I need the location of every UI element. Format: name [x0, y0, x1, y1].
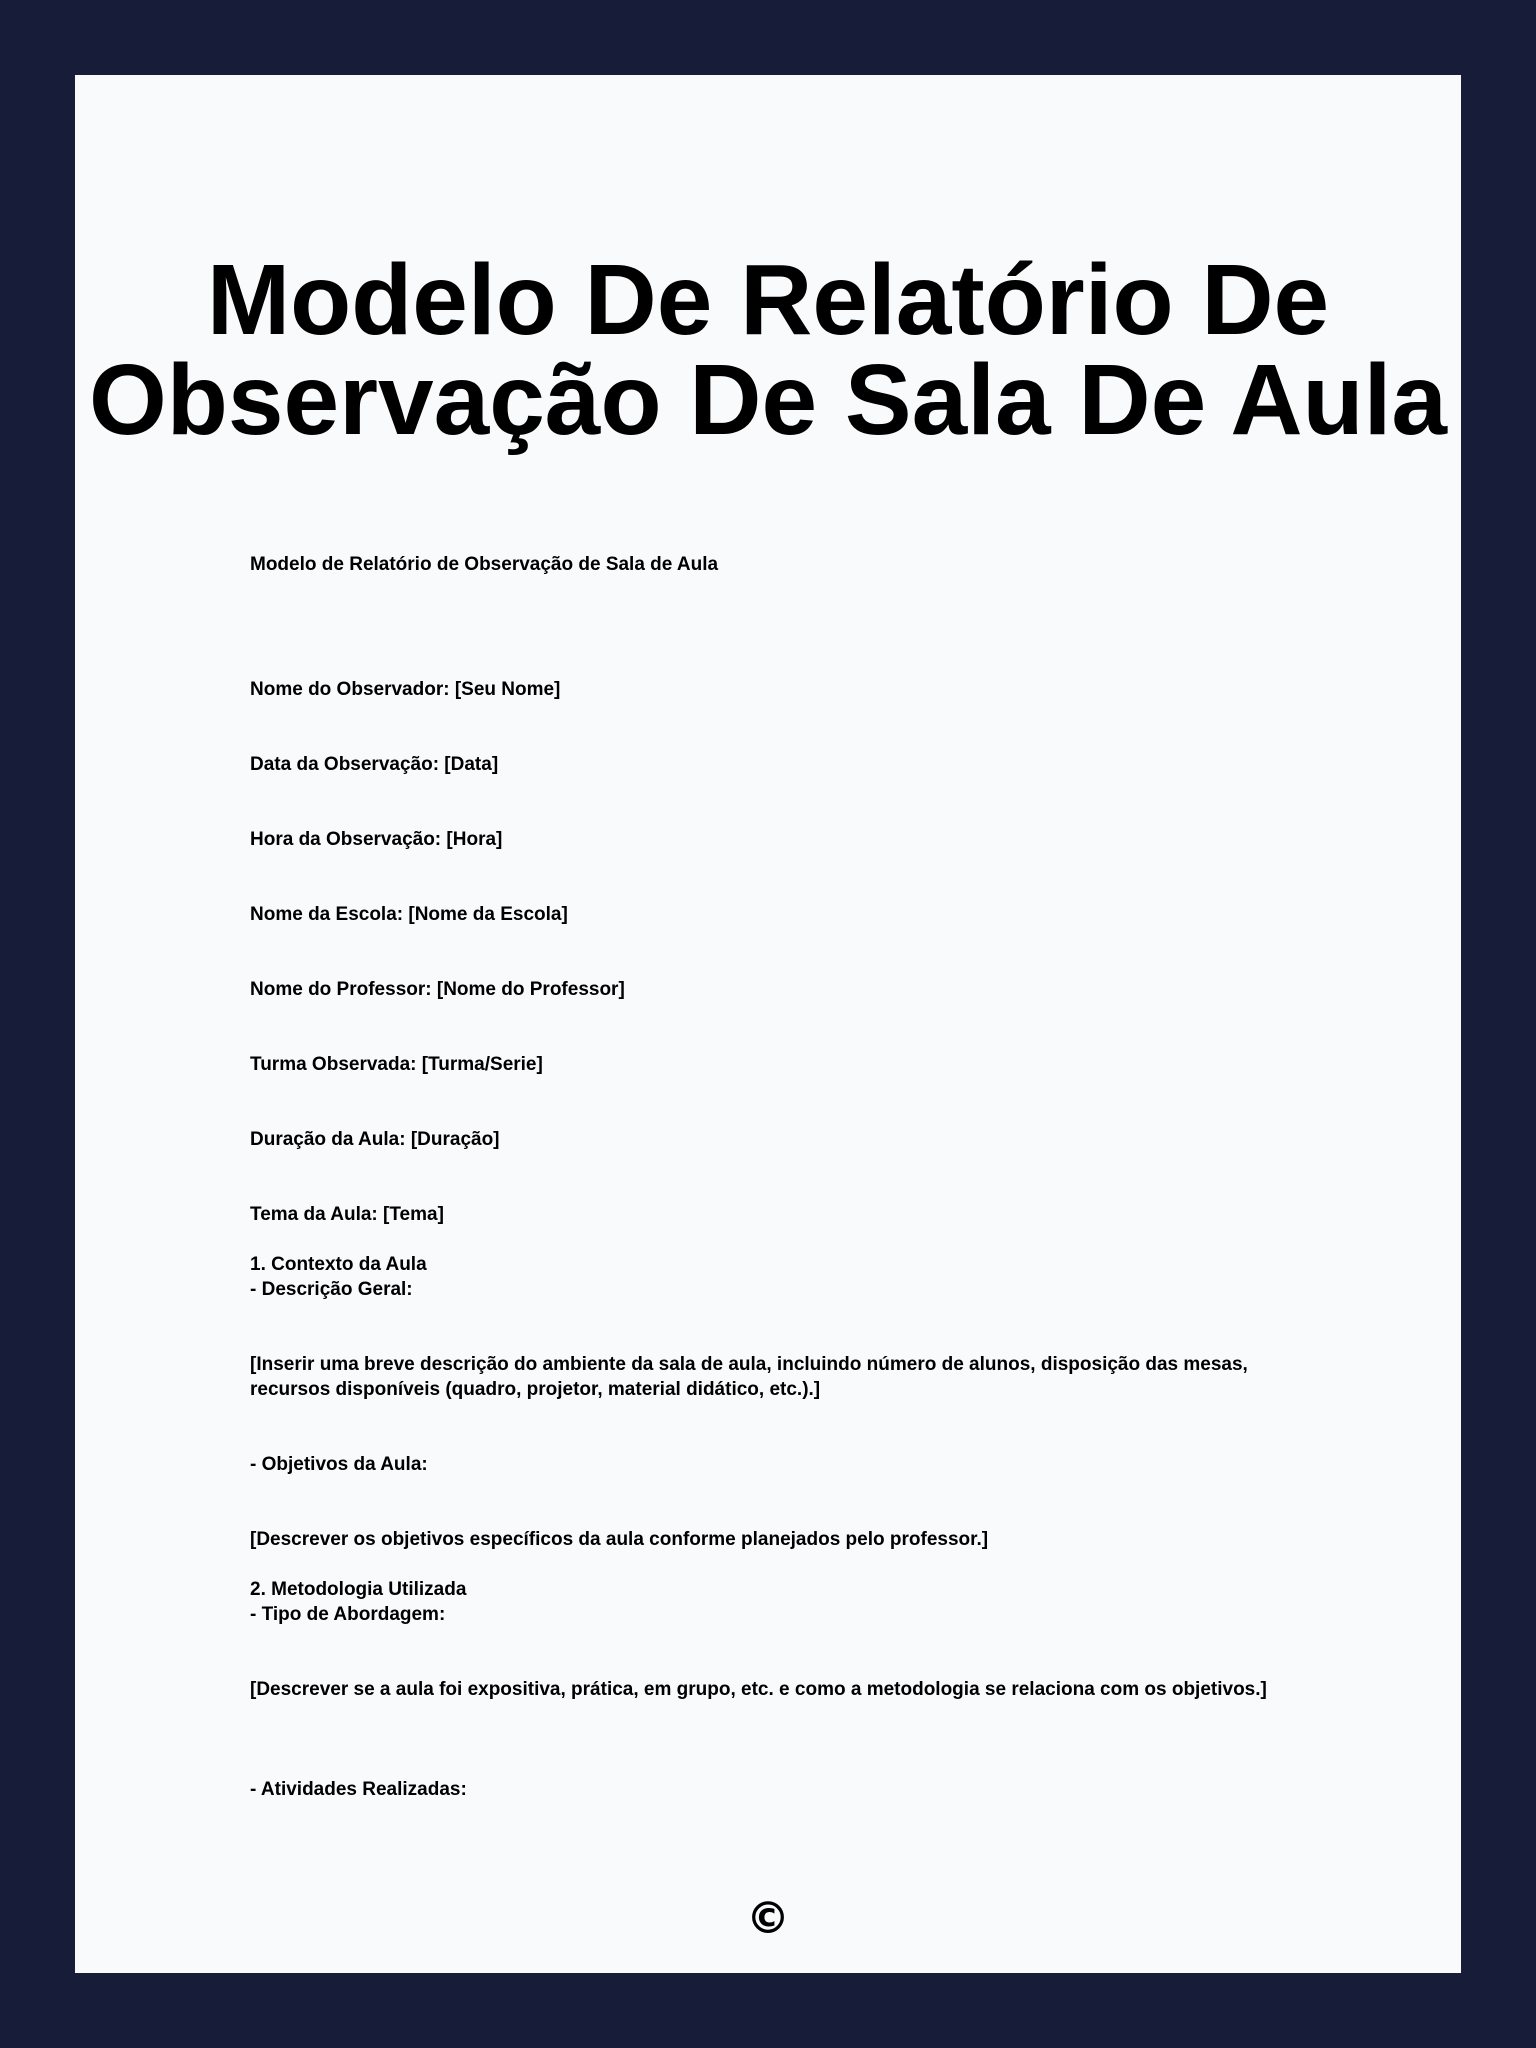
- section-2-approach-text: [Descrever se a aula foi expositiva, prática, em grupo, etc. e como a metodologia se relaciona com os objetivos.]: [250, 1679, 1267, 1700]
- document-page: [75, 75, 1461, 1973]
- section-1-objectives-text: [Descrever os objetivos específicos da aula conforme planejados pelo professor.]: [250, 1529, 989, 1550]
- section-1-objectives-label: - Objetivos da Aula:: [250, 1454, 428, 1475]
- document-title: [75, 244, 1461, 456]
- section-1-general-description-text: [Inserir uma breve descrição do ambiente da sala de aula, incluindo número de alunos, disposição das mesas, recursos disponíveis (quadro, projetor, material didático, etc.).]: [250, 1354, 1248, 1400]
- section-2-approach-label: - Tipo de Abordagem:: [250, 1604, 446, 1625]
- field-observer-name: Nome do Observador: [Seu Nome]: [250, 679, 561, 700]
- section-2-heading: 2. Metodologia Utilizada: [250, 1579, 467, 1600]
- field-class-duration: Duração da Aula: [Duração]: [250, 1129, 500, 1150]
- field-school-name: Nome da Escola: [Nome da Escola]: [250, 904, 568, 925]
- document-title-line-1: Modelo De Relatório De: [206, 244, 1330, 356]
- section-2-activities-label: - Atividades Realizadas:: [250, 1779, 467, 1800]
- section-1-heading: 1. Contexto da Aula: [250, 1254, 427, 1275]
- field-class-topic: Tema da Aula: [Tema]: [250, 1204, 444, 1225]
- field-teacher-name: Nome do Professor: [Nome do Professor]: [250, 979, 625, 1000]
- field-observation-time: Hora da Observação: [Hora]: [250, 829, 503, 850]
- field-observation-date: Data da Observação: [Data]: [250, 754, 499, 775]
- document-subtitle: Modelo de Relatório de Observação de Sala de Aula: [250, 554, 719, 575]
- section-1-general-description-label: - Descrição Geral:: [250, 1279, 413, 1300]
- document-title-line-2: Observação De Sala De Aula: [88, 344, 1448, 456]
- copyright-icon: ©: [746, 1893, 790, 1944]
- field-class-observed: Turma Observada: [Turma/Serie]: [250, 1054, 543, 1075]
